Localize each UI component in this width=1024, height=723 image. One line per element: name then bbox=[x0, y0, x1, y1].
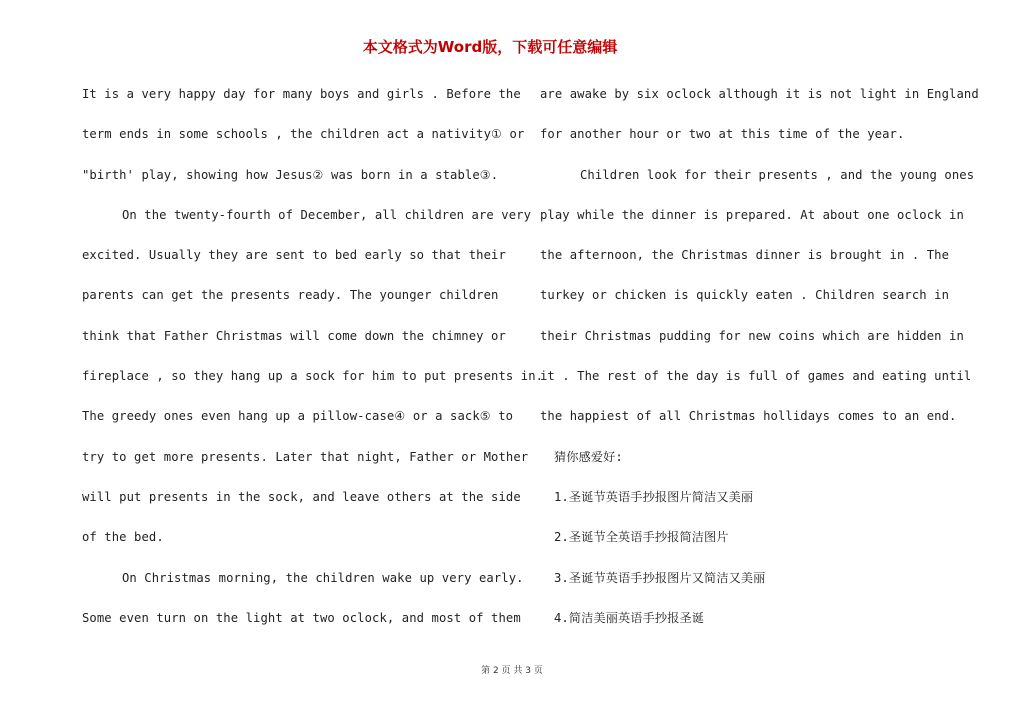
document-banner: 本文格式为Word版，下载可任意编辑 bbox=[362, 38, 618, 56]
paragraph-line: Some even turn on the light at two oclock, and most of them bbox=[82, 610, 521, 625]
paragraph-line: think that Father Christmas will come down the chimney or bbox=[82, 328, 506, 343]
related-link[interactable]: 4.简洁美丽英语手抄报圣诞 bbox=[554, 610, 705, 625]
paragraph-line: the happiest of all Christmas hollidays comes to an end. bbox=[540, 409, 957, 424]
related-link[interactable]: 1.圣诞节英语手抄报图片简洁又美丽 bbox=[554, 489, 754, 504]
paragraph-line: turkey or chicken is quickly eaten . Children search in bbox=[540, 288, 950, 303]
paragraph-line: their Christmas pudding for new coins which are hidden in bbox=[540, 328, 964, 343]
paragraph-line: it . The rest of the day is full of games and eating until bbox=[540, 369, 972, 384]
paragraph-line: term ends in some schools , the children act a nativity① or bbox=[82, 127, 525, 142]
paragraph-line: the afternoon, the Christmas dinner is brought in . The bbox=[540, 248, 950, 263]
related-title: 猜你感爱好: bbox=[554, 449, 623, 464]
paragraph-line: play while the dinner is prepared. At about one oclock in bbox=[540, 207, 964, 222]
paragraph-line: parents can get the presents ready. The younger children bbox=[82, 288, 499, 303]
paragraph-line: will put presents in the sock, and leave others at the side bbox=[82, 489, 521, 504]
paragraph-line: for another hour or two at this time of the year. bbox=[540, 127, 905, 142]
related-link[interactable]: 2.圣诞节全英语手抄报简洁图片 bbox=[554, 530, 729, 545]
paragraph-line: are awake by six oclock although it is not light in England bbox=[540, 87, 979, 101]
page-number: 第 2 页 共 3 页 bbox=[481, 666, 543, 676]
related-link[interactable]: 3.圣诞节英语手抄报图片又简洁又美丽 bbox=[554, 570, 766, 585]
paragraph-line: try to get more presents. Later that night, Father or Mother bbox=[82, 449, 529, 464]
paragraph-line: The greedy ones even hang up a pillow-case④ or a sack⑤ to bbox=[82, 409, 514, 424]
paragraph-line: It is a very happy day for many boys and girls . Before the bbox=[82, 87, 521, 101]
paragraph-line: On Christmas morning, the children wake up very early. bbox=[122, 570, 524, 585]
right-text-column bbox=[540, 82, 979, 646]
paragraph-line: "birth' play, showing how Jesus② was born in a stable③. bbox=[82, 167, 499, 182]
paragraph-line: fireplace , so they hang up a sock for him to put presents in. bbox=[82, 369, 544, 384]
paragraph-line: of the bed. bbox=[82, 530, 164, 545]
paragraph-line: On the twenty-fourth of December, all children are very bbox=[122, 207, 532, 222]
left-text-column bbox=[82, 82, 544, 646]
paragraph-line: Children look for their presents , and the young ones bbox=[580, 167, 975, 182]
paragraph-line: excited. Usually they are sent to bed early so that their bbox=[82, 248, 506, 263]
